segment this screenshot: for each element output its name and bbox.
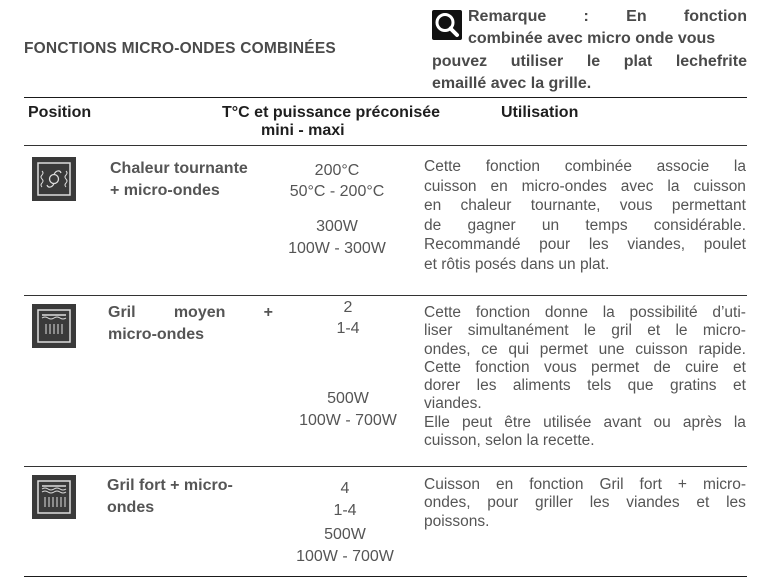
temp-range: 50°C - 200°C bbox=[289, 183, 385, 200]
note-word: le bbox=[586, 53, 601, 70]
row-name-line: Chaleur tournante bbox=[110, 160, 248, 177]
temp-default: 200°C bbox=[314, 162, 360, 179]
row-name-word: moyen bbox=[173, 304, 226, 321]
note-word: plat bbox=[623, 53, 653, 70]
desc-word: vous bbox=[543, 358, 577, 376]
table-bottom-rule bbox=[24, 576, 747, 577]
desc-word: ondes, bbox=[424, 494, 471, 512]
desc-word: être bbox=[504, 413, 531, 431]
desc-word: d’uti- bbox=[712, 304, 746, 321]
magnifier-icon bbox=[432, 10, 462, 40]
desc-word: Cette bbox=[424, 304, 462, 321]
table-top-rule bbox=[24, 97, 747, 98]
desc-word: et bbox=[647, 322, 661, 340]
header-usage: Utilisation bbox=[501, 104, 579, 121]
row-description bbox=[424, 157, 746, 275]
desc-word: permet bbox=[539, 340, 588, 358]
row-name-line bbox=[108, 302, 273, 324]
desc-word: peut bbox=[461, 413, 493, 431]
temp-range: 1-4 bbox=[336, 320, 360, 337]
desc-word: ce bbox=[481, 340, 498, 358]
note-word: fonction bbox=[683, 8, 747, 25]
desc-word: micro- bbox=[702, 476, 746, 493]
note-word: utiliser bbox=[510, 53, 564, 70]
desc-word: la bbox=[602, 304, 615, 321]
desc-line bbox=[424, 341, 746, 359]
row-name-line: + micro-ondes bbox=[110, 182, 220, 199]
desc-line bbox=[424, 157, 746, 177]
desc-word: gril bbox=[611, 322, 632, 340]
desc-word: et bbox=[733, 358, 746, 376]
desc-word: le bbox=[583, 322, 596, 340]
desc-word: la bbox=[733, 158, 746, 175]
desc-word: la bbox=[667, 177, 680, 195]
desc-line: cuisson, selon la recette. bbox=[424, 432, 595, 450]
desc-word: en bbox=[495, 476, 514, 493]
desc-line: et rôtis posés dans un plat. bbox=[424, 255, 610, 273]
desc-word: un bbox=[541, 216, 560, 234]
desc-word: viandes bbox=[626, 494, 680, 512]
desc-word: micro- bbox=[702, 322, 746, 340]
desc-word: aliments bbox=[512, 377, 571, 395]
power-default: 500W bbox=[324, 526, 366, 543]
desc-line bbox=[424, 235, 746, 255]
note-word: : bbox=[583, 8, 589, 25]
desc-line: viandes. bbox=[424, 395, 482, 413]
desc-word: rapide. bbox=[698, 340, 746, 358]
desc-word: cuire bbox=[685, 358, 719, 376]
desc-word: les bbox=[476, 377, 497, 395]
note-line-2: combinée avec micro onde vous bbox=[468, 30, 716, 47]
desc-word: micro-ondes bbox=[521, 177, 607, 195]
desc-word: Elle bbox=[424, 413, 450, 431]
desc-word: Recommandé bbox=[424, 236, 521, 254]
desc-word: vous bbox=[619, 197, 653, 215]
power-default: 300W bbox=[316, 218, 358, 235]
desc-word: une bbox=[598, 340, 625, 358]
fan-heat-microwave-icon bbox=[32, 157, 76, 201]
header-position: Position bbox=[28, 104, 92, 121]
medium-grill-microwave-icon bbox=[32, 304, 76, 348]
desc-word: simultanément bbox=[467, 322, 569, 340]
desc-word: en bbox=[424, 197, 442, 215]
row-name-line: micro-ondes bbox=[108, 326, 205, 343]
desc-word: la bbox=[733, 413, 746, 431]
strong-grill-microwave-icon bbox=[32, 475, 76, 519]
desc-line: poissons. bbox=[424, 512, 490, 530]
desc-word: possibilité bbox=[629, 304, 698, 321]
desc-word: Cette bbox=[424, 158, 462, 175]
section-title: FONCTIONS MICRO-ONDES COMBINÉES bbox=[24, 40, 336, 57]
desc-word: chaleur bbox=[460, 197, 512, 215]
temp-range: 1-4 bbox=[333, 502, 357, 519]
desc-word: dorer bbox=[424, 377, 461, 395]
temp-default: 4 bbox=[340, 480, 350, 497]
desc-line bbox=[424, 476, 746, 494]
desc-word: pour bbox=[539, 236, 571, 254]
row-name-line: Gril fort + micro- bbox=[107, 477, 233, 494]
desc-word: cuisson bbox=[693, 177, 746, 195]
desc-word: après bbox=[682, 413, 722, 431]
desc-word: avec bbox=[620, 177, 654, 195]
desc-word: fonction bbox=[475, 304, 531, 321]
note-word: pouvez bbox=[432, 53, 488, 70]
desc-word: qui bbox=[508, 340, 530, 358]
row-description bbox=[424, 476, 746, 531]
desc-word: de bbox=[653, 358, 671, 376]
note-word: Remarque bbox=[468, 8, 547, 25]
desc-word: gagner bbox=[467, 216, 516, 234]
desc-word: considérable. bbox=[653, 216, 746, 234]
desc-word: fort bbox=[639, 476, 662, 493]
note-line-3 bbox=[432, 51, 747, 73]
desc-word: et bbox=[732, 377, 746, 395]
desc-word: ondes, bbox=[424, 340, 471, 358]
header-min-max: mini - maxi bbox=[261, 122, 345, 139]
header-bottom-rule bbox=[24, 145, 747, 146]
desc-word: pour bbox=[487, 494, 519, 512]
desc-word: fonction bbox=[475, 358, 530, 376]
desc-line bbox=[424, 177, 746, 197]
desc-word: avant bbox=[603, 413, 642, 431]
desc-word: tournante, bbox=[530, 197, 601, 215]
desc-word: les bbox=[588, 236, 609, 254]
desc-word: Cuisson bbox=[424, 476, 480, 493]
power-default: 500W bbox=[327, 390, 369, 407]
header-temp-power: T°C et puissance préconisée bbox=[222, 104, 441, 121]
desc-word: et bbox=[696, 494, 710, 512]
desc-word: cuisson bbox=[424, 177, 477, 195]
desc-word: tels bbox=[587, 377, 612, 395]
desc-line bbox=[424, 377, 746, 395]
desc-line bbox=[424, 494, 746, 512]
row-name-line: ondes bbox=[107, 499, 155, 516]
desc-word: gratins bbox=[670, 377, 717, 395]
row-divider bbox=[24, 295, 747, 296]
desc-word: de bbox=[424, 216, 442, 234]
desc-word: griller bbox=[535, 494, 573, 512]
desc-word: fonction bbox=[529, 476, 584, 493]
desc-word: fonction bbox=[485, 158, 541, 175]
desc-word: donne bbox=[544, 304, 588, 321]
desc-word: les bbox=[726, 494, 746, 512]
desc-word: combinée bbox=[564, 158, 632, 175]
desc-line bbox=[424, 216, 746, 236]
desc-line bbox=[424, 322, 746, 340]
desc-word: cuisson bbox=[635, 340, 688, 358]
desc-word: associe bbox=[656, 158, 710, 175]
desc-word: viandes, bbox=[627, 236, 686, 254]
desc-word: poulet bbox=[703, 236, 746, 254]
power-range: 100W - 700W bbox=[296, 548, 394, 565]
note-word: lechefrite bbox=[675, 53, 747, 70]
desc-word: ou bbox=[653, 413, 671, 431]
note-line-1 bbox=[468, 6, 747, 28]
desc-word: temps bbox=[585, 216, 628, 234]
desc-word: Gril bbox=[599, 476, 624, 493]
desc-line bbox=[424, 359, 746, 377]
row-name-word: Gril bbox=[108, 304, 136, 321]
desc-line bbox=[424, 414, 746, 432]
desc-word: Cette bbox=[424, 358, 462, 376]
desc-word: les bbox=[589, 494, 610, 512]
desc-word: permet bbox=[591, 358, 640, 376]
power-range: 100W - 300W bbox=[288, 240, 386, 257]
desc-line bbox=[424, 304, 746, 322]
desc-word: que bbox=[627, 377, 654, 395]
desc-word: + bbox=[677, 476, 687, 493]
note-word: En bbox=[626, 8, 647, 25]
power-range: 100W - 700W bbox=[299, 412, 397, 429]
desc-word: en bbox=[490, 177, 508, 195]
temp-default: 2 bbox=[343, 299, 353, 316]
desc-word: liser bbox=[424, 322, 453, 340]
desc-word: permettant bbox=[671, 197, 746, 215]
desc-line bbox=[424, 196, 746, 216]
row-divider bbox=[24, 466, 747, 467]
row-description bbox=[424, 304, 746, 450]
desc-word: le bbox=[675, 322, 688, 340]
note-line-4: emaillé avec la grille. bbox=[432, 75, 592, 92]
row-name-word: + bbox=[263, 304, 273, 321]
desc-word: utilisée bbox=[543, 413, 592, 431]
